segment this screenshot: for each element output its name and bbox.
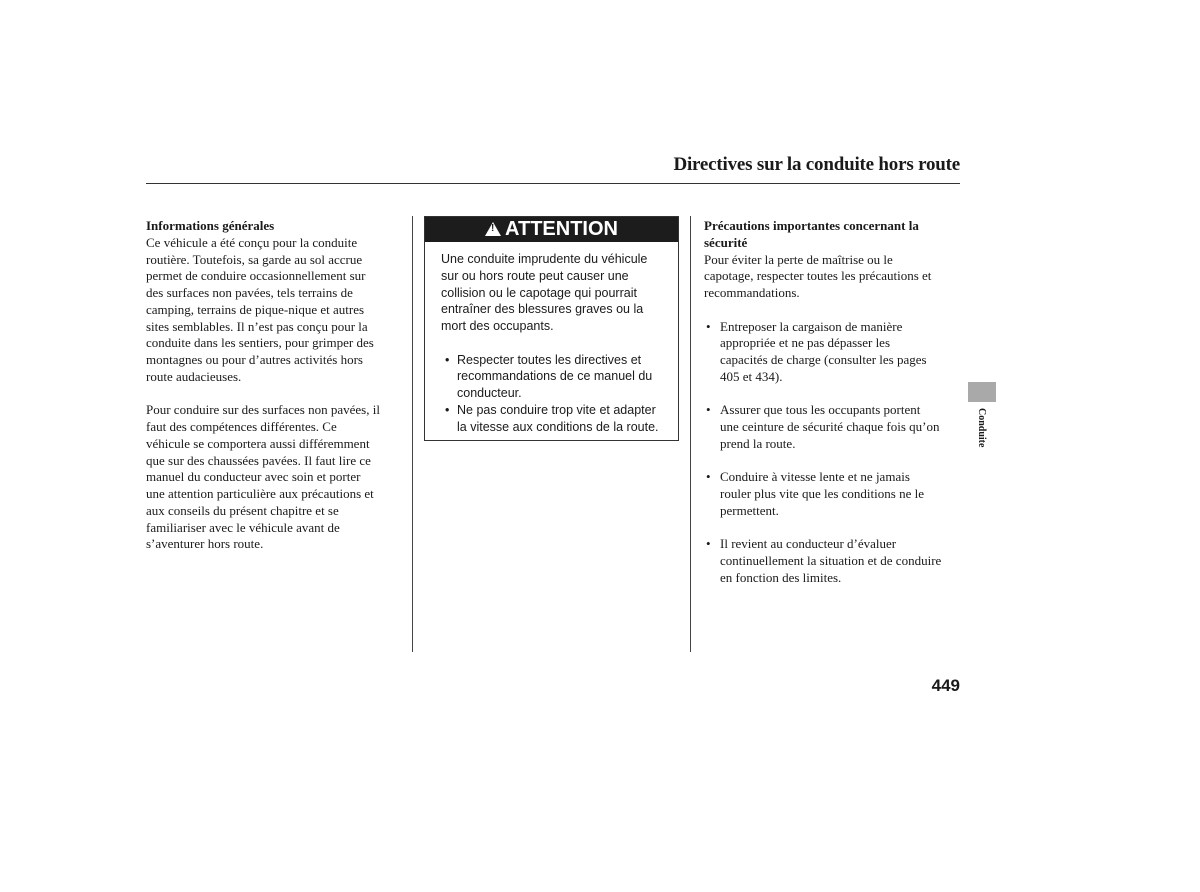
text-line: route audacieuses. — [146, 368, 242, 384]
text-line: appropriée et ne pas dépasser les — [720, 335, 891, 351]
text-line: familiariser avec le véhicule avant de — [146, 519, 340, 535]
list-item — [441, 402, 673, 436]
text-line: continuellement la situation et de conduire — [720, 553, 942, 568]
safety-precautions-section — [704, 218, 960, 587]
text-line: capacités de charge (consulter les pages — [720, 352, 927, 367]
column-divider-right — [690, 216, 691, 652]
text-line: • Respecter toutes les directives et — [457, 352, 642, 367]
general-info-section — [146, 218, 404, 553]
text-line: une attention particulière aux précautions et — [146, 486, 374, 501]
text-line: • Il revient au conducteur d’évaluer — [720, 536, 897, 552]
section-tab-marker — [968, 382, 996, 402]
text-line: montagnes ou pour d’autres activités hors — [146, 352, 363, 367]
text-line: capotage, respecter toutes les précautions et — [704, 268, 932, 284]
text-line: conducteur. — [457, 386, 522, 400]
warning-bullet-list — [441, 352, 673, 436]
text-line: • Ne pas conduire trop vite et adapter — [457, 402, 656, 417]
warning-triangle-icon — [485, 222, 501, 236]
text-line: une ceinture de sécurité chaque fois qu’on — [720, 419, 940, 434]
warning-text-line: Une conduite imprudente du véhicule — [441, 252, 648, 266]
column-divider-left — [412, 216, 413, 652]
text-line: des surfaces non pavées, tels terrains de — [146, 285, 353, 300]
section-heading: sécurité — [704, 234, 748, 250]
warning-text-line: sur ou hors route peut causer une — [441, 268, 629, 283]
text-line: permettent. — [720, 502, 779, 518]
title-divider — [146, 183, 960, 184]
text-line: • Entreposer la cargaison de manière — [720, 318, 903, 334]
general-info-paragraph-1 — [146, 235, 404, 386]
text-line: • Assurer que tous les occupants portent — [720, 402, 921, 418]
text-line: la vitesse aux conditions de la route. — [457, 419, 659, 434]
list-item — [704, 536, 960, 586]
text-line: rouler plus vite que les conditions ne le — [720, 486, 924, 501]
text-line: s’aventurer hors route. — [146, 536, 264, 552]
text-line: recommandations. — [704, 285, 800, 300]
text-line: camping, terrains de pique-nique et autres — [146, 301, 365, 317]
text-line: permet de conduire occasionnellement sur — [146, 268, 366, 284]
text-line: recommandations de ce manuel du — [457, 369, 653, 384]
attention-header — [425, 217, 678, 242]
text-line: Pour éviter la perte de maîtrise ou le — [704, 251, 893, 267]
text-line: sites semblables. Il n’est pas conçu pour la — [146, 318, 368, 334]
text-line: Ce véhicule a été conçu pour la conduite — [146, 234, 358, 250]
text-line: conduite dans les sentiers, pour grimper des — [146, 335, 374, 351]
attention-body — [441, 251, 673, 435]
list-item — [704, 402, 960, 452]
text-line: que sur des chaussées pavées. Il faut lire ce — [146, 452, 371, 468]
text-line: routière. Toutefois, sa garde au sol accrue — [146, 251, 363, 267]
list-item — [441, 352, 673, 402]
text-line: véhicule se comportera aussi différemment — [146, 435, 370, 451]
list-item — [704, 469, 960, 519]
precautions-bullet-list — [704, 319, 960, 587]
attention-warning-box — [424, 216, 679, 441]
attention-label: ATTENTION — [505, 218, 618, 240]
text-line: • Conduire à vitesse lente et ne jamais — [720, 469, 910, 485]
text-line: en fonction des limites. — [720, 569, 842, 585]
text-line: faut des compétences différentes. Ce — [146, 419, 337, 434]
warning-text-line: entraîner des blessures graves ou la — [441, 302, 644, 317]
text-line: aux conseils du présent chapitre et se — [146, 502, 339, 518]
section-tab-label: Conduite — [976, 408, 987, 448]
warning-text-line: mort des occupants. — [441, 319, 554, 333]
section-heading: Informations générales — [146, 218, 275, 233]
general-info-paragraph-2 — [146, 402, 404, 553]
warning-text-line: collision ou le capotage qui pourrait — [441, 285, 637, 300]
text-line: prend la route. — [720, 435, 796, 451]
text-line: Pour conduire sur des surfaces non pavées, il — [146, 402, 380, 418]
page-title: Directives sur la conduite hors route — [673, 154, 960, 175]
section-heading: Précautions importantes concernant la — [704, 218, 919, 233]
text-line: manuel du conducteur avec soin et porter — [146, 469, 361, 485]
text-line: 405 et 434). — [720, 368, 783, 384]
list-item — [704, 319, 960, 386]
page-number: 449 — [931, 676, 960, 695]
